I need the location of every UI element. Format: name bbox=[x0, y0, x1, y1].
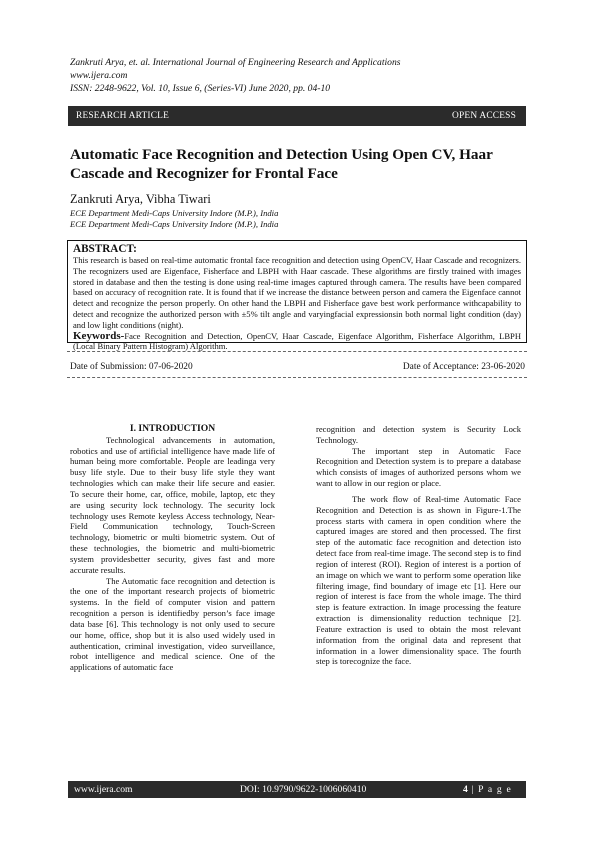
body-paragraph: The Automatic face recognition and detection is the one of the important research projects of biometric systems. In the field of computer vision and pattern recognition a person is identifiedby person’s face image data base [6]. This technology is not only used to secure our home, office, shop but it is also used widely used in authentication, criminal investigation, video surveillance, robot intelligence and medical science. One of the applications of automatic face bbox=[70, 575, 275, 673]
journal-header bbox=[70, 57, 540, 95]
body-paragraph: recognition and detection system is Security Lock Technology. bbox=[316, 424, 521, 445]
paper-authors: Zankruti Arya, Vibha Tiwari bbox=[70, 192, 211, 206]
footer-doi-link[interactable]: DOI: 10.9790/9622-1006060410 bbox=[240, 784, 367, 795]
keywords-text: Face Recognition and Detection, OpenCV, Haar Cascade, Eigenface Algorithm, Fisherface Algorithm, LBPH (Local Binary Pattern Histogram) Algorithm. bbox=[73, 330, 521, 352]
page-number bbox=[463, 784, 512, 795]
body-paragraph: The work flow of Real-time Automatic Face Recognition and Detection is as shown in Figure-1.The process starts with camera in open condition where the captured images are stored and then processed. The first step of the automatic face recognition and detection isto detect face from real-time image. The second step is to find region of interest (ROI). Region of interest is a portion of an image on which we want to perform some operation like filtering image, find boundary of image etc [1]. Here our region of interest is face from the whole image. The third step is feature extraction. In image processing the feature extraction is dimensionality reduction technique [2]. Feature extraction is used to obtain the most relevant information from the original data and represent that information in a lower dimensionality space. The fourth step is torecognize the face. bbox=[316, 493, 521, 667]
open-access-label: OPEN ACCESS bbox=[452, 111, 516, 121]
submission-date: Date of Submission: 07-06-2020 bbox=[70, 362, 193, 372]
page-label: | P a g e bbox=[467, 784, 512, 795]
left-column bbox=[70, 424, 275, 673]
journal-website[interactable]: www.ijera.com bbox=[70, 69, 128, 81]
footer-website-link[interactable]: www.ijera.com bbox=[74, 784, 133, 795]
keywords-label: Keywords- bbox=[73, 329, 125, 342]
page-footer bbox=[68, 781, 526, 798]
article-type-banner bbox=[68, 106, 526, 126]
page-number-value: 4 bbox=[462, 784, 468, 795]
section-heading-introduction: I. INTRODUCTION bbox=[129, 423, 216, 434]
abstract-text: This research is based on real-time automatic frontal face recognition and detection using OpenCV, Haar Cascade and recognizers. The recognizers used are Eigenface, Fisherface and LBPH with Haar cascade. These algorithms are firstly trained with images stored in database and then the testing is done using real-time images captured through camera. The results have been compared based on accuracy of recognition rate. It is found that if we increase the distance between person and camera the Eigenface cannot detect and recognize the person properly. On other hand the LBPH and Fisherface gave best work performance withcapability to detect and recognize the authorized person with ±5% tilt angle and varyingfacial expressionsin both normal light condition (day) and low light conditions (night). bbox=[73, 255, 521, 330]
acceptance-date: Date of Acceptance: 23-06-2020 bbox=[402, 362, 525, 372]
keywords-line bbox=[73, 331, 521, 353]
affiliations bbox=[70, 208, 278, 230]
journal-issn: ISSN: 2248-9622, Vol. 10, Issue 6, (Series-VI) June 2020, pp. 04-10 bbox=[70, 82, 331, 94]
divider-top bbox=[67, 351, 527, 352]
body-paragraph: The important step in Automatic Face Recognition and Detection system is to prepare a database which consists of images of authorized persons whom we want to allow in our region or place. bbox=[316, 445, 521, 489]
body-paragraph: Technological advancements in automation, robotics and use of artificial intelligence have made life of human being more comfortable. People are leadinga very busy life style. Due to their busy life style they want technologies which can make their life secure and easier. To secure their home, car, office, mobile, laptop, etc they are using security lock technology. The security lock technology uses Remote keyless Access technology, Near-Field Communication technology, Touch-Screen technology, biometric or multi biometric system. Out of these technologies, the biometric and multi-biometric system providesbetter security, gives fast and more accurate results. bbox=[70, 434, 275, 575]
dates-row bbox=[70, 362, 525, 372]
divider-bottom bbox=[67, 377, 527, 378]
journal-citation: Zankruti Arya, et. al. International Journal of Engineering Research and Applications bbox=[70, 57, 401, 68]
affiliation-1: ECE Department Medi-Caps University Indore (M.P.), India bbox=[70, 208, 279, 218]
affiliation-2: ECE Department Medi-Caps University Indore (M.P.), India bbox=[70, 219, 279, 230]
paper-title: Automatic Face Recognition and Detection Using Open CV, Haar Cascade and Recognizer for Frontal Face bbox=[70, 146, 493, 182]
right-column bbox=[316, 424, 521, 667]
abstract-box bbox=[67, 240, 527, 352]
abstract-heading: ABSTRACT: bbox=[73, 243, 137, 255]
research-article-label: RESEARCH ARTICLE bbox=[76, 111, 170, 121]
